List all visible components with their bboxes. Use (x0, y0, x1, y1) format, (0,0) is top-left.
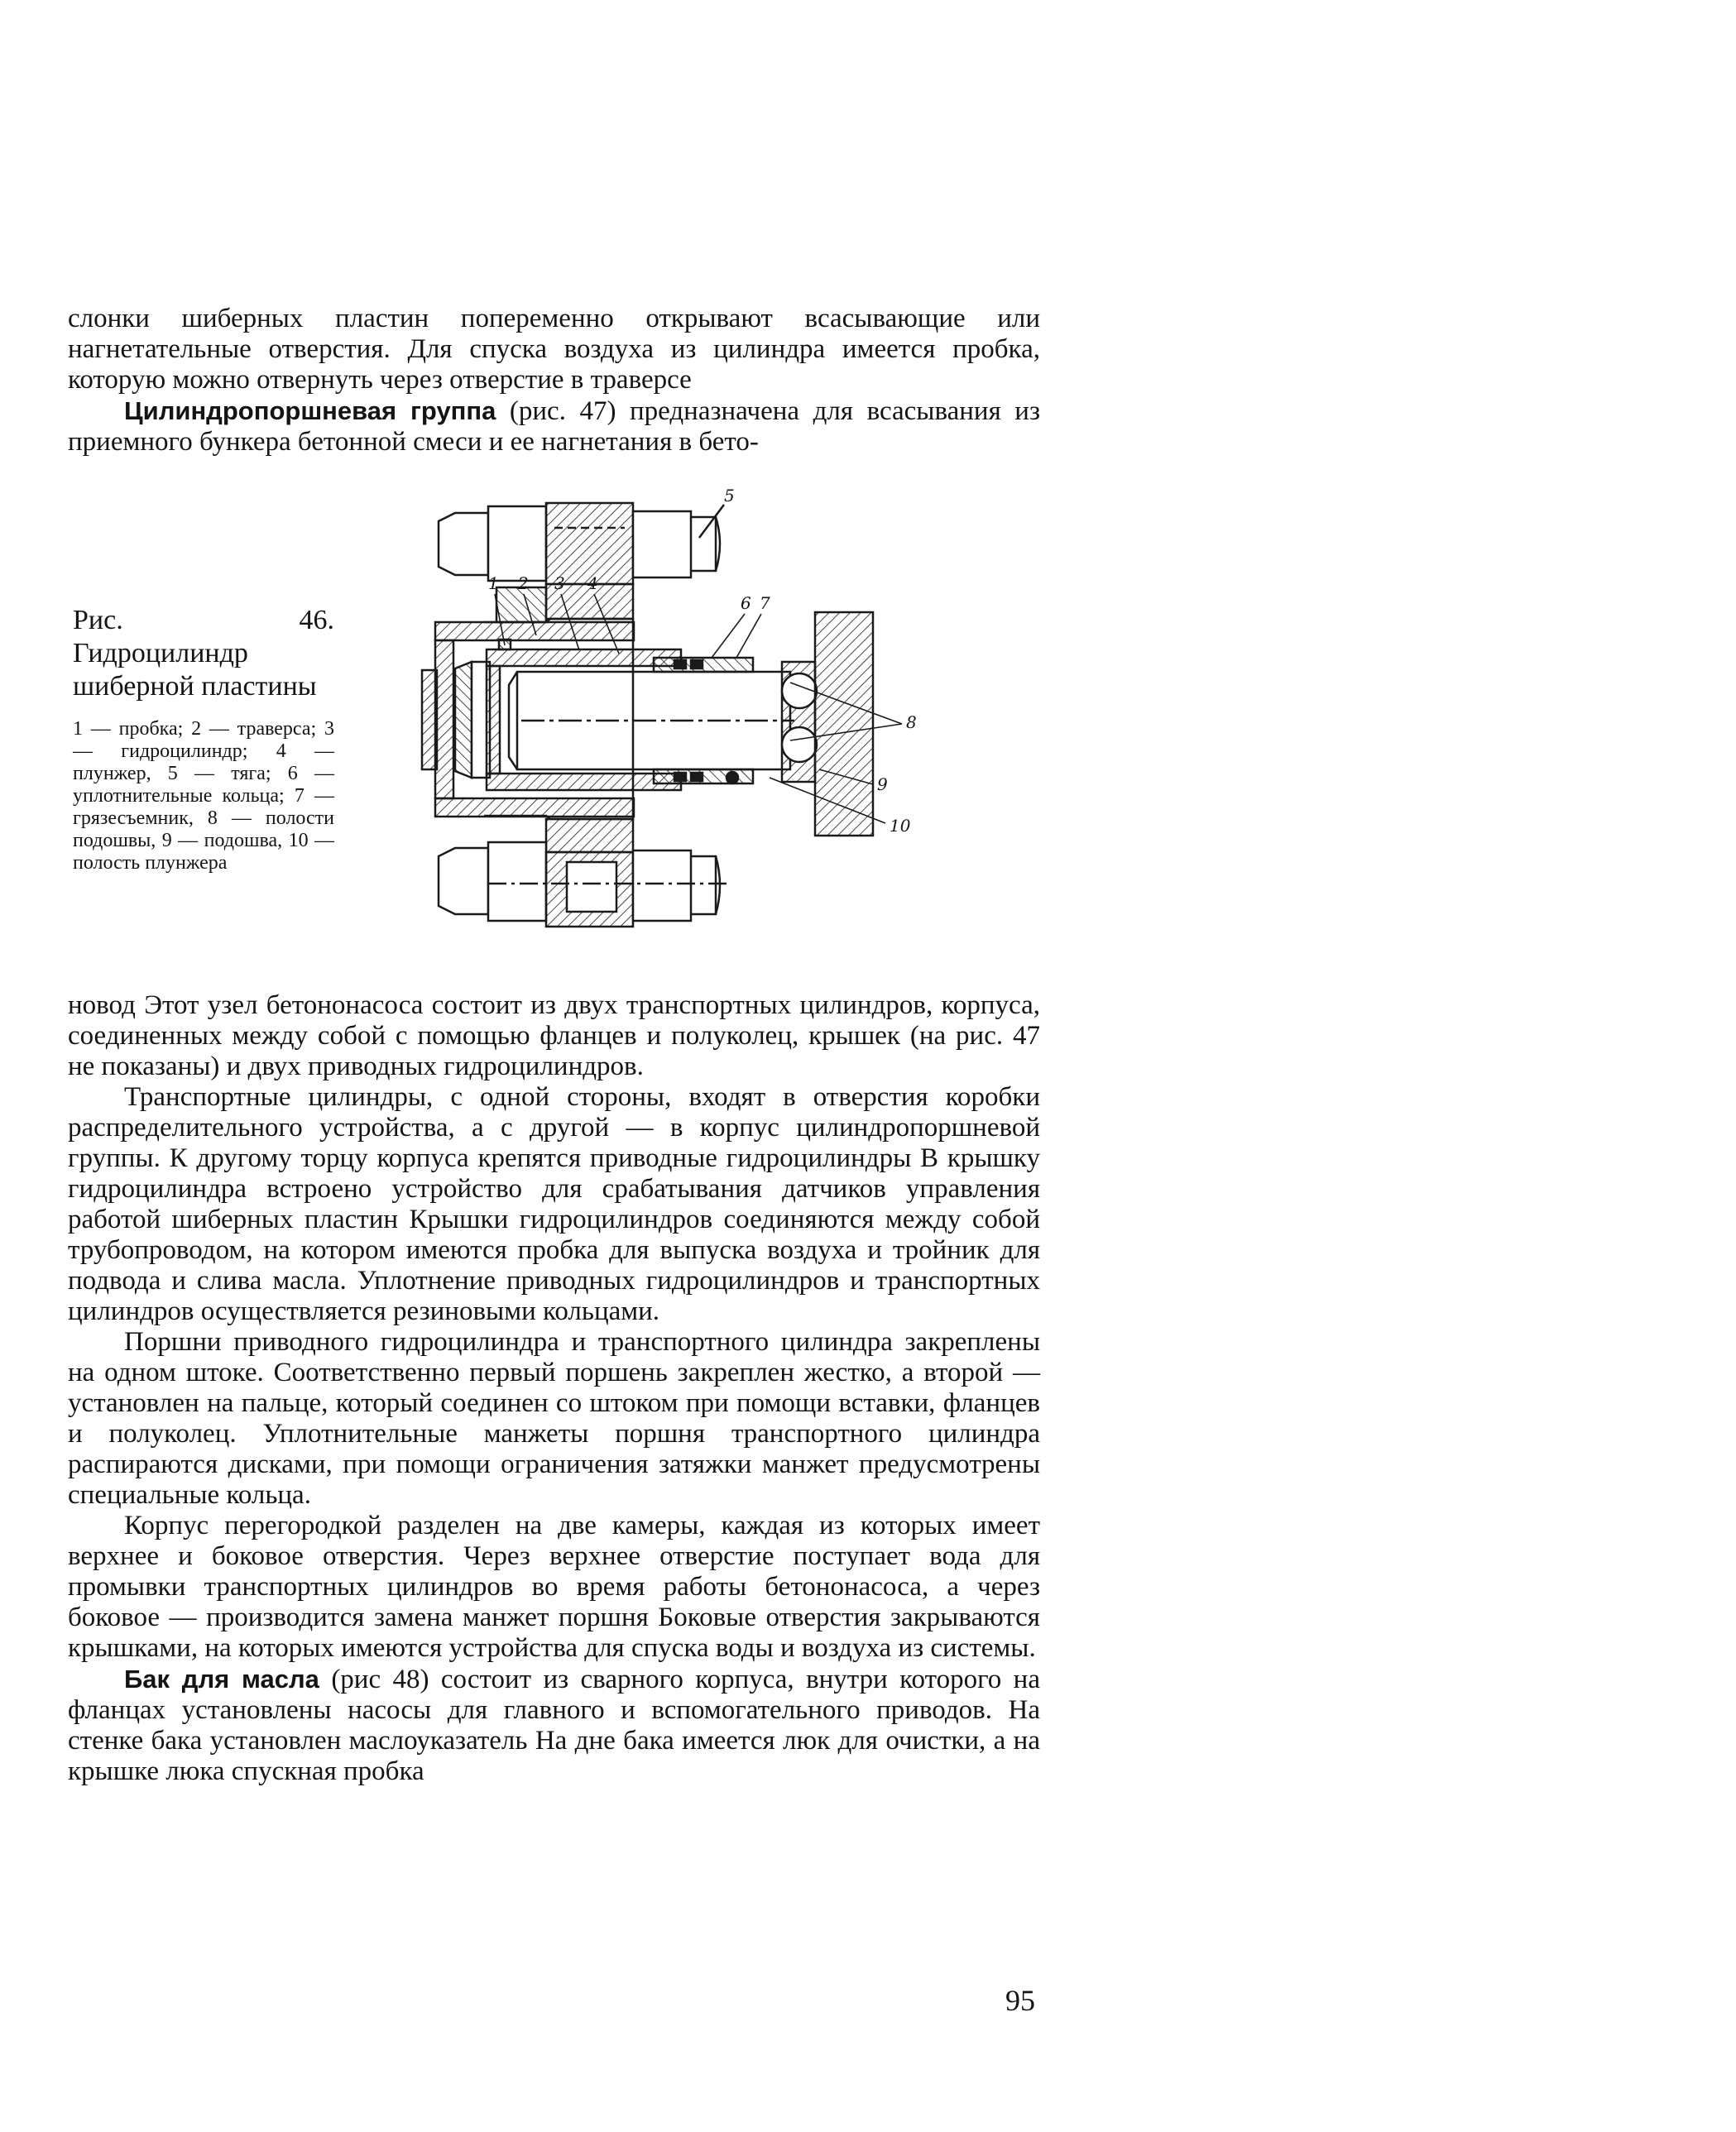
term-oil-tank: Бак для масла (124, 1665, 319, 1694)
sole-plate (782, 612, 873, 836)
callout-3: 3 (554, 573, 565, 593)
paragraph-body-chambers: Корпус перегородкой разделен на две камеры, каждая из которых имеет верхнее и боковое отверстия. Через верхнее отверстие поступает вода для промывки транспортных цилиндров во время работы бетононасоса, а через боковое — производится замена манжет поршня Боковые отверстия закрываются крышками, на которых имеются устройства для спуска воды и воздуха из системы. (68, 1511, 1040, 1663)
upper-text-block (68, 304, 1040, 458)
figure-hydrocylinder-drawing (405, 488, 1034, 951)
callout-10: 10 (890, 816, 911, 836)
paragraph-cylinder-piston-group (68, 395, 1040, 458)
callout-7: 7 (760, 593, 770, 613)
lower-bolt-assembly (439, 819, 728, 927)
paragraph-cpg-text: (рис. 47) предназначена для всасывания из приемного бункера бетонной смеси и ее нагнетания в бето- (68, 396, 1040, 457)
callout-2: 2 (518, 573, 529, 593)
paragraph-pistons: Поршни приводного гидроцилиндра и транспортного цилиндра закреплены на одном штоке. Соответственно первый поршень закреплен жестко, а второй — установлен на пальце, который соединен со штоком при помощи вставки, фланцев и полуколец. Уплотнительные манжеты поршня транспортного цилиндра распираются дисками, при помощи ограничения затяжки манжет предусмотрены специальные кольца. (68, 1327, 1040, 1510)
callout-5: 5 (724, 488, 735, 505)
callout-4: 4 (587, 573, 598, 593)
callout-8: 8 (906, 712, 917, 732)
figure-legend: 1 — пробка; 2 — траверса; 3 — гидроцилиндр; 4 — плунжер, 5 — тяга; 6 — уплотнительные кольца; 7 — грязесъемник, 8 — полости подошвы, 9 — подошва, 10 — полость плунжера (73, 718, 334, 874)
cylinder-and-plunger (422, 640, 794, 790)
paragraph-transport-cylinders: Транспортные цилиндры, с одной стороны, входят в отверстия коробки распределительного устройства, а с другой — в корпус цилиндропоршневой группы. К другому торцу корпуса крепятся приводные гидроцилиндры В крышку гидроцилиндра встроено устройство для срабатывания датчиков управления работой шиберных пластин Крышки гидроцилиндров соединяются между собой трубопроводом, на котором имеются пробка для выпуска воздуха и тройник для подвода и слива масла. Уплотнение приводных гидроцилиндров и транспортных цилиндров осуществляется резиновыми кольцами. (68, 1082, 1040, 1326)
term-cylinder-piston-group: Цилиндропоршневая группа (124, 396, 496, 425)
figure-caption-title: Рис. 46. Гидроцилиндр шиберной пластины (73, 605, 334, 702)
paragraph-continuation: новод Этот узел бетононасоса состоит из двух транспортных цилиндров, корпуса, соединенных между собой с помощью фланцев и полуколец, крышек (на рис. 47 не показаны) и двух приводных гидроцилиндров. (68, 990, 1040, 1081)
callout-9: 9 (877, 774, 888, 794)
paragraph-shiber-valves: слонки шиберных пластин попеременно открывают всасывающие или нагнетательные отверстия. Для спуска воздуха из цилиндра имеется пробка, которую можно отвернуть через отверстие в траверсе (68, 304, 1040, 395)
callout-1: 1 (488, 573, 499, 593)
page-number: 95 (1005, 1984, 1035, 2017)
callout-6: 6 (741, 593, 751, 613)
paragraph-oil-tank-text: (рис 48) состоит из сварного корпуса, внутри которого на фланцах установлены насосы для главного и вспомогательного приводов. На стенке бака установлен маслоуказатель На дне бака имеется люк для очистки, а на крышке люка спускная пробка (68, 1665, 1040, 1786)
main-text-block (68, 990, 1040, 1787)
paragraph-oil-tank (68, 1664, 1040, 1787)
hydrocylinder-cross-section (405, 488, 1034, 951)
figure-caption (73, 604, 334, 874)
upper-bolt-assembly (439, 503, 724, 619)
